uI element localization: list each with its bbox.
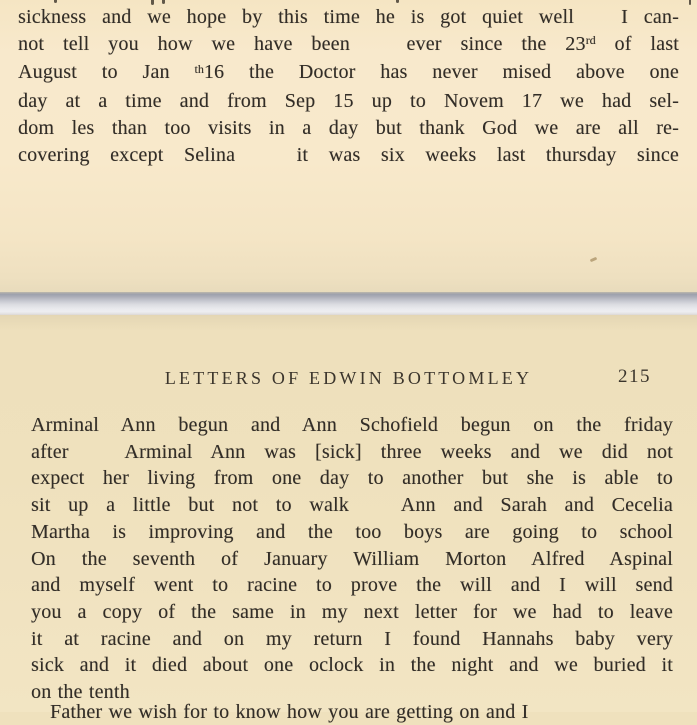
- running-header-title: LETTERS OF EDWIN BOTTOMLEY: [164, 368, 533, 388]
- text-line: and myself went to racine to prove the will and I will send: [31, 574, 673, 597]
- descender-fragment: [151, 0, 154, 5]
- bottom-page-text: [0, 412, 697, 725]
- text-line: Father we wish for to know how you are getting on and I: [50, 700, 529, 723]
- text-line: day at a time and from Sep 15 up to Novem 17 we had sel-: [18, 90, 679, 113]
- text-line: August to Jan $^{th}$16 the Doctor has never mised above one: [18, 61, 679, 84]
- ink-speck: [590, 257, 598, 263]
- text-line: you a copy of the same in my next letter for we had to leave: [31, 600, 673, 623]
- text-line: on the tenth: [31, 681, 130, 704]
- superscript-ordinal: th: [194, 62, 204, 77]
- text-line: not tell you how we have been ever since the 23rd of last: [18, 32, 679, 55]
- text-line: sickness and we hope by this time he is got quiet well I can-: [18, 6, 679, 28]
- superscript-ordinal: rd: [585, 33, 596, 48]
- page-gap: [0, 292, 697, 315]
- descender-fragment: [162, 0, 165, 4]
- text-line: it at racine and on my return I found Hannahs baby very: [31, 627, 673, 650]
- running-header: [0, 315, 697, 388]
- text-line: dom les than too visits in a day but thank God we are all re-: [18, 116, 679, 139]
- text-line: after Arminal Ann was [sick] three weeks and we did not: [31, 440, 673, 463]
- text-line: On the seventh of January William Morton Alfred Aspinal: [31, 547, 673, 570]
- scanned-page-bottom: [0, 315, 697, 723]
- text-line: Arminal Ann begun and Ann Schofield begun on the friday: [31, 414, 673, 436]
- descender-fragment: [689, 0, 691, 5]
- text-line: Martha is improving and the too boys are going to school: [31, 520, 673, 543]
- top-page-text: [0, 0, 697, 168]
- page-number: 215: [618, 366, 651, 387]
- text-line: covering except Selina it was six weeks last thursday since: [18, 143, 679, 166]
- text-line: expect her living from one day to another but she is able to: [31, 467, 673, 490]
- text-line: sit up a little but not to walk Ann and Sarah and Cecelia: [31, 494, 673, 517]
- descender-fragment: [396, 0, 399, 3]
- scanned-page-top: [0, 0, 697, 292]
- descender-fragment: [54, 0, 57, 3]
- text-line: sick and it died about one oclock in the night and we buried it: [31, 654, 673, 677]
